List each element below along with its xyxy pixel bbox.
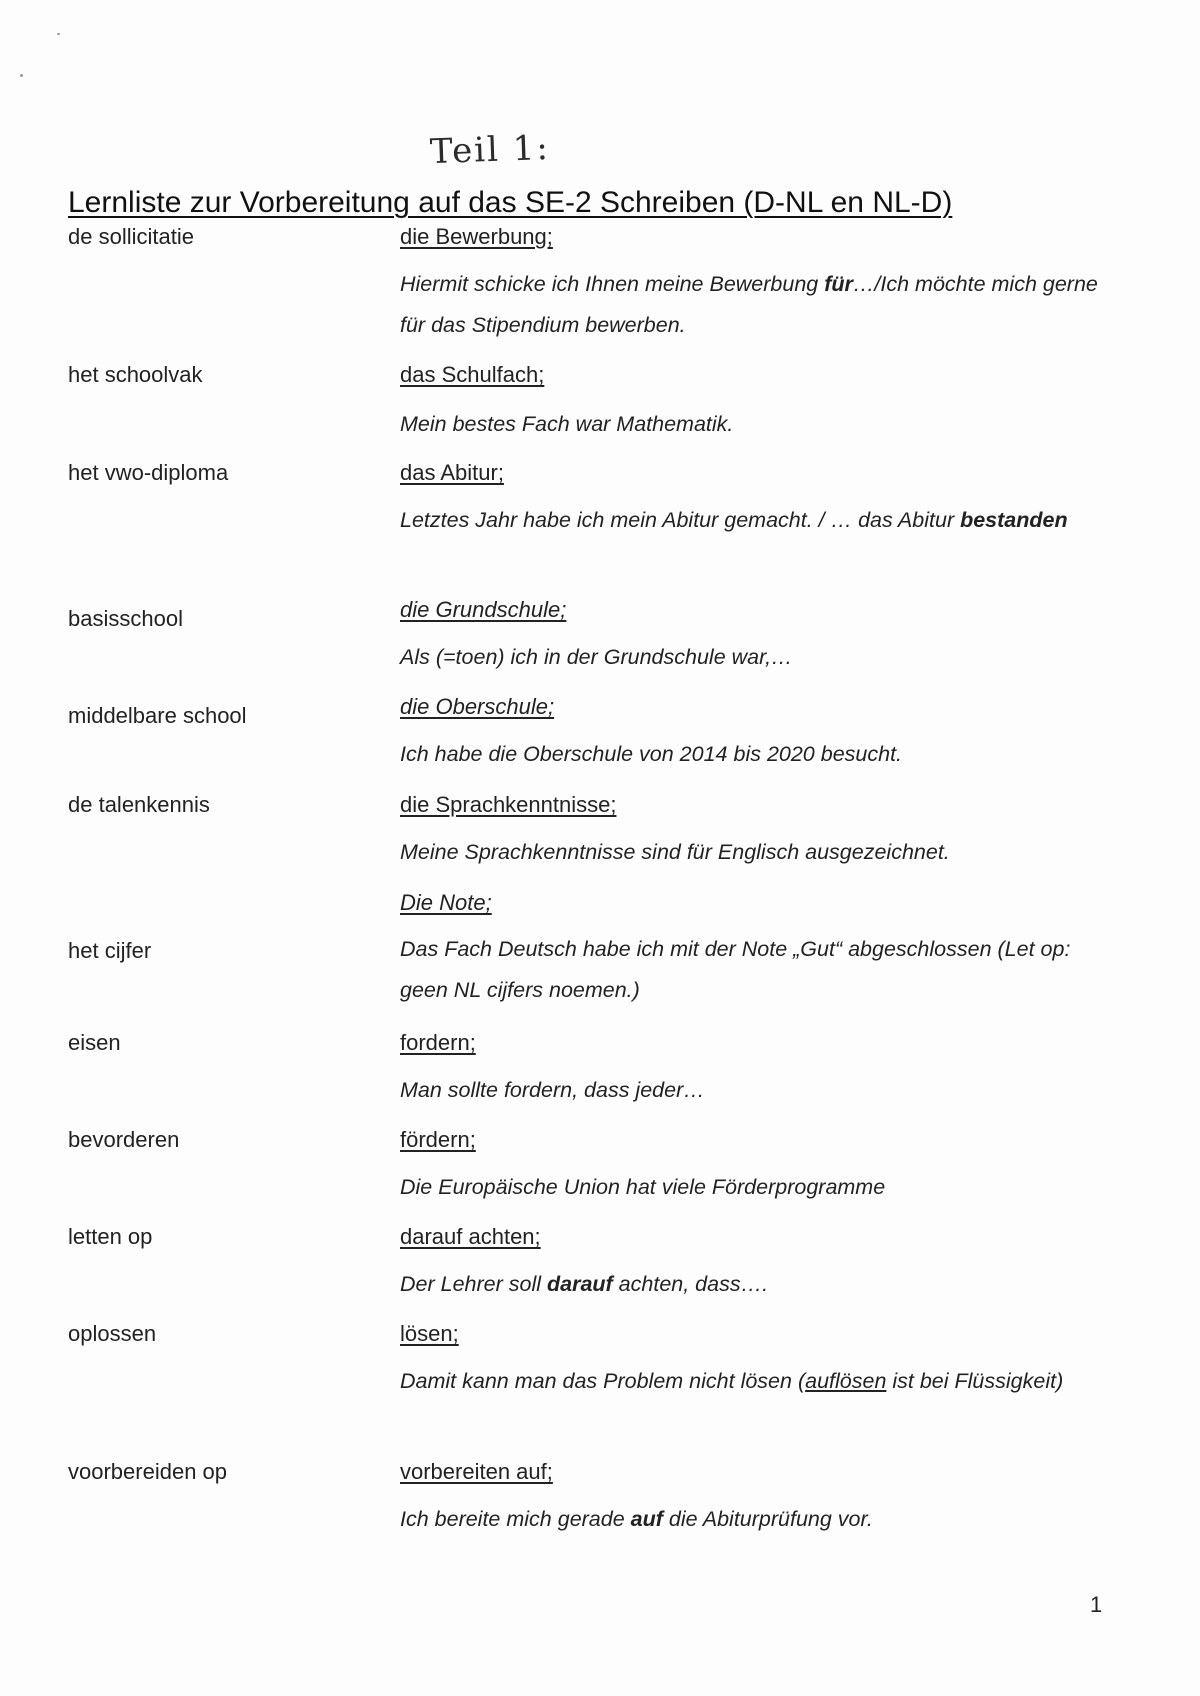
- example-text: ist bei Flüssigkeit): [886, 1369, 1064, 1393]
- emphasis-text: darauf: [546, 1272, 613, 1296]
- dutch-term: middelbare school: [68, 703, 247, 728]
- german-term: fördern;: [400, 1127, 476, 1152]
- german-term: das Abitur;: [400, 460, 504, 485]
- emphasis-text: auf: [630, 1507, 663, 1531]
- example-text: Man sollte fordern, dass jeder…: [400, 1078, 705, 1102]
- german-term: darauf achten;: [400, 1224, 541, 1249]
- example-text: …/Ich möchte mich gerne für das Stipendium bewerben.: [400, 272, 1098, 337]
- example-sentence: [400, 832, 1120, 873]
- german-term: die Oberschule;: [400, 694, 555, 719]
- german-term: die Bewerbung;: [400, 224, 553, 249]
- dutch-term: de sollicitatie: [68, 224, 194, 249]
- german-term: lösen;: [400, 1321, 459, 1346]
- dutch-term: letten op: [68, 1224, 153, 1249]
- example-text: Ich habe die Oberschule von 2014 bis 2020 besucht.: [400, 742, 903, 766]
- example-text: Hiermit schicke ich Ihnen meine Bewerbung: [400, 272, 825, 296]
- handwritten-note: Teil 1:: [429, 127, 551, 173]
- german-term: fordern;: [400, 1030, 476, 1055]
- example-sentence: [400, 1167, 1120, 1208]
- example-sentence: [400, 1264, 1120, 1305]
- scan-speck: [57, 33, 60, 35]
- dutch-term: oplossen: [68, 1321, 157, 1346]
- example-text: Als (=toen) ich in der Grundschule war,…: [400, 645, 793, 669]
- german-term: das Schulfach;: [400, 362, 545, 387]
- german-term: die Sprachkenntnisse;: [400, 792, 617, 817]
- example-sentence: [400, 404, 1120, 445]
- example-text: die Abiturprüfung vor.: [662, 1507, 873, 1531]
- german-term: vorbereiten auf;: [400, 1459, 553, 1484]
- example-text: Der Lehrer soll: [400, 1272, 547, 1296]
- document-title: Lernliste zur Vorbereitung auf das SE-2 Schreiben (D-NL en NL-D): [68, 186, 953, 219]
- example-text: Ich bereite mich gerade: [400, 1507, 631, 1531]
- dutch-term: het vwo-diploma: [68, 460, 229, 485]
- dutch-term: eisen: [68, 1030, 121, 1055]
- emphasis-text: bestanden: [960, 508, 1068, 532]
- dutch-term: bevorderen: [68, 1127, 180, 1152]
- example-text: Letztes Jahr habe ich mein Abitur gemacht. / … das Abitur: [400, 508, 961, 532]
- example-sentence: [400, 734, 1120, 775]
- example-sentence: [400, 1499, 1120, 1540]
- example-text: Damit kann man das Problem nicht lösen (: [400, 1369, 806, 1393]
- german-term: Die Note;: [400, 890, 492, 915]
- example-sentence: [400, 1070, 1120, 1111]
- dutch-term: het schoolvak: [68, 362, 203, 387]
- page-number: 1: [1090, 1592, 1103, 1617]
- example-text: Die Europäische Union hat viele Förderprogramme: [400, 1175, 886, 1199]
- dutch-term: de talenkennis: [68, 792, 210, 817]
- underlined-text: auflösen: [805, 1369, 887, 1393]
- dutch-term: het cijfer: [68, 938, 152, 963]
- example-text: achten, dass….: [612, 1272, 769, 1296]
- emphasis-text: für: [824, 272, 853, 296]
- example-sentence: [400, 500, 1120, 541]
- dutch-term: voorbereiden op: [68, 1459, 228, 1484]
- german-term: die Grundschule;: [400, 597, 567, 622]
- example-sentence: [400, 1361, 1120, 1402]
- dutch-term: basisschool: [68, 606, 183, 631]
- example-text: Mein bestes Fach war Mathematik.: [400, 412, 734, 436]
- example-sentence: [400, 264, 1120, 346]
- example-sentence: [400, 637, 1120, 678]
- example-text: Meine Sprachkenntnisse sind für Englisch ausgezeichnet.: [400, 840, 950, 864]
- scan-speck: [20, 74, 23, 77]
- example-sentence: [400, 929, 1120, 1011]
- example-text: Das Fach Deutsch habe ich mit der Note „Gut“ abgeschlossen (Let op: geen NL cijfers noemen.): [400, 937, 1071, 1002]
